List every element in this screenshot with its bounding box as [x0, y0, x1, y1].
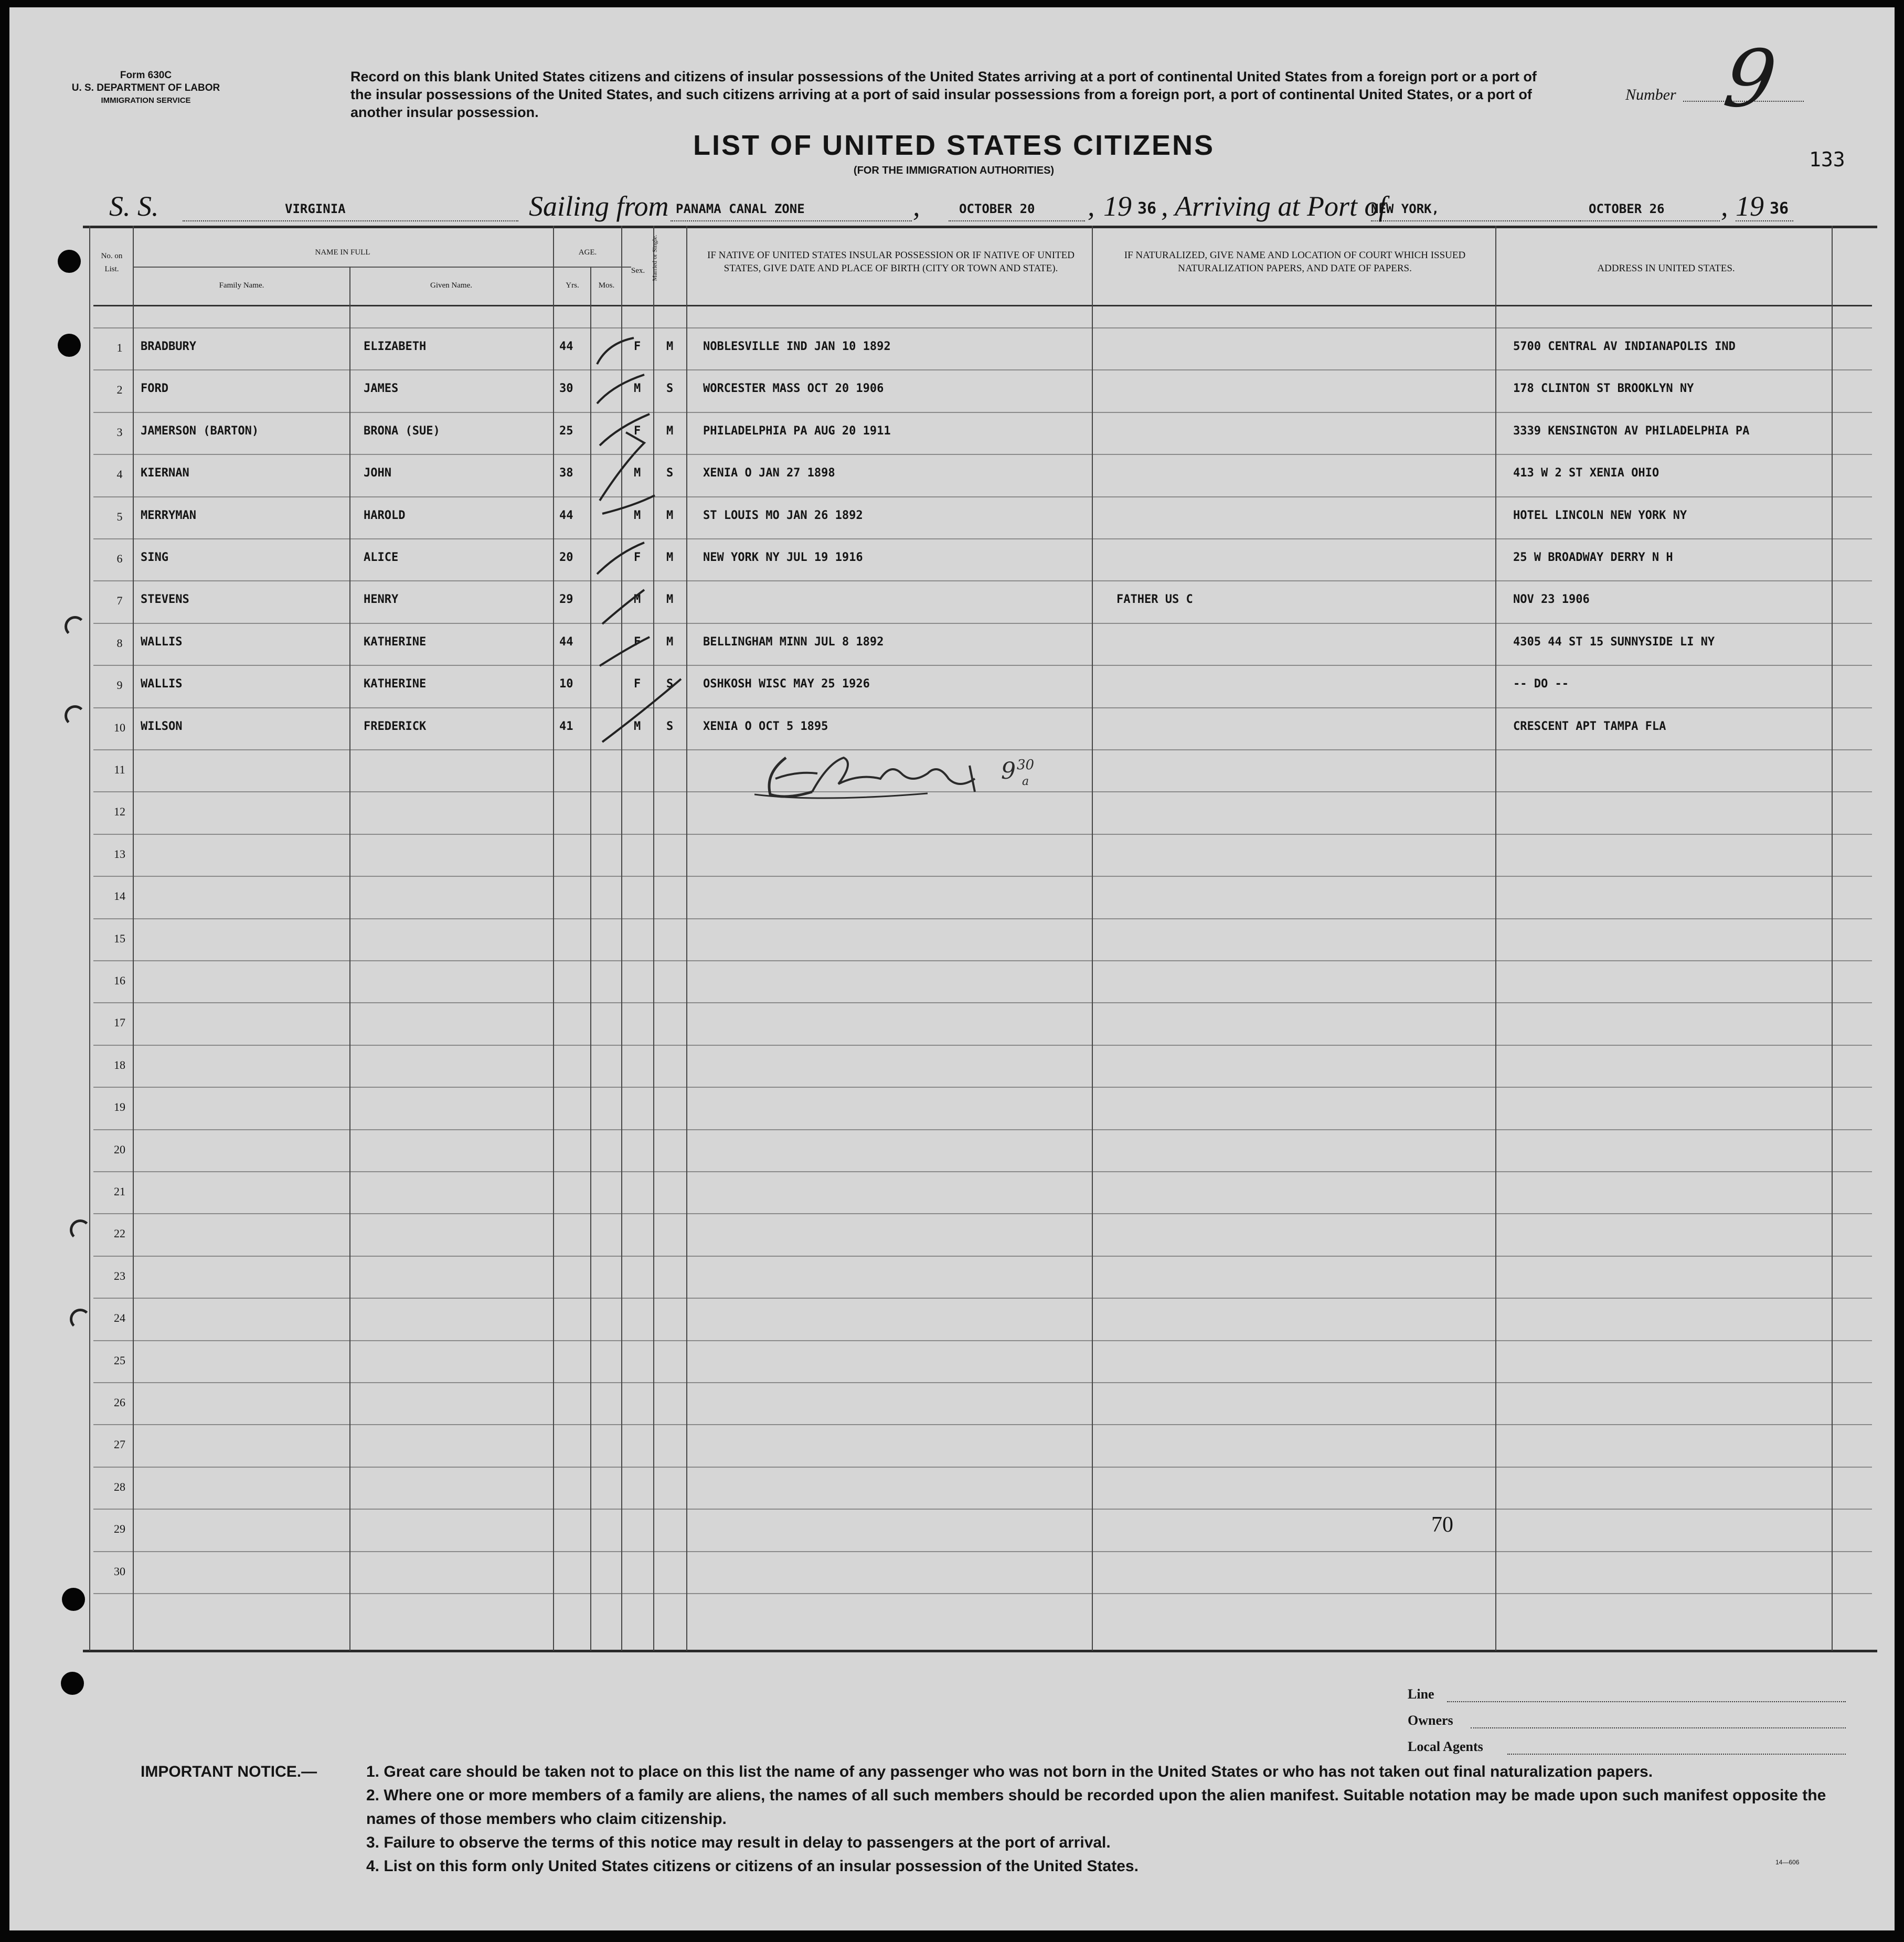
row-rule — [93, 1002, 1872, 1003]
row-rule — [93, 1509, 1872, 1510]
us-address: 4305 44 ST 15 SUNNYSIDE LI NY — [1513, 635, 1715, 649]
ss-label: S. S. — [109, 190, 159, 222]
sex: F — [634, 677, 641, 691]
header-subrule — [133, 267, 631, 268]
line-label: Line — [1408, 1686, 1434, 1702]
row-rule — [93, 1551, 1872, 1552]
row-rule — [93, 454, 1872, 455]
row-number: 25 — [114, 1354, 125, 1367]
row-number: 17 — [114, 1016, 125, 1029]
col-header-family-name: Family Name. — [219, 281, 264, 290]
local-agents-underline — [1507, 1754, 1846, 1755]
inspector-signature — [754, 742, 1090, 810]
col-header-birth: IF NATIVE OF UNITED STATES INSULAR POSSESSION OR IF NATIVE OF UNITED STATES, GIVE DATE AND PLACE OF BIRTH (CITY OR TOWN AND STATE). — [707, 250, 1075, 274]
marital-status: S — [666, 466, 674, 480]
row-rule — [93, 1256, 1872, 1257]
family-name: JAMERSON (BARTON) — [141, 425, 259, 438]
row-number: 13 — [114, 847, 125, 861]
row-rule — [93, 707, 1872, 708]
row-rule — [93, 412, 1872, 413]
age-years: 44 — [559, 509, 573, 522]
given-name: JAMES — [364, 382, 399, 395]
row-number: 18 — [114, 1058, 125, 1071]
col-divider — [1832, 226, 1833, 1651]
family-name: FORD — [141, 382, 168, 395]
sex: M — [634, 466, 641, 480]
col-header-sex: Sex. — [631, 267, 645, 275]
row-number: 5 — [116, 510, 123, 523]
arriving-label: , Arriving at Port of — [1161, 190, 1387, 222]
row-rule — [93, 1087, 1872, 1088]
row-number: 19 — [114, 1100, 125, 1113]
svg-text:30: 30 — [1017, 757, 1035, 773]
record-instructions: Record on this blank United States citizens and citizens of insular possessions of the United States arriving at a port of continental United States from a foreign port or a port of the insular possessions of the United States, and such citizens arriving at a port of said insular possessions from a foreign port, a port of continental United States, or a port of another insular possession. — [350, 69, 1537, 120]
row-rule — [93, 1467, 1872, 1468]
sex: M — [634, 509, 641, 522]
binder-hole — [62, 1588, 85, 1611]
col-header-mos: Mos. — [598, 281, 615, 290]
col-header-married-single: Married or Single. — [651, 235, 658, 281]
row-rule — [93, 580, 1872, 581]
row-number: 4 — [116, 468, 123, 481]
age-years: 29 — [559, 593, 573, 606]
row-rule — [93, 623, 1872, 624]
binder-hole — [65, 616, 86, 637]
naturalization-info: FATHER US C — [1116, 593, 1193, 606]
manifest-sheet: Form 630C U. S. DEPARTMENT OF LABOR IMMIGRATION SERVICE Record on this blank United States citizens and citizens of insular possessions of the United States arriving at a port of continental United States from a foreign port or a port of the insular possessions of the United States, and such citizens arriving at a port of said insular possessions from a foreign port, a port of continental United States, or a port of another insular possession. Number 9 133 LIST OF UNITED STATES CITIZENS (FOR THE IMMIGRATION AUTHORITIES) S. S. VIRGINIA Sailing from PANAMA CANAL ZONE , OCTOBER 20 , 19 36 , Arriving at Port of NEW YORK, OCTOBER 26 , 19 36 No. on List. NAME IN FULL Family Name. Given Name. AGE. Yrs. Mos. Sex. Married or Single. IF NATIVE OF UNITED STATES INSULAR POSSESSION OR IF NATIVE OF UNITED STATES, GIVE DATE AND PLACE OF BIRTH (CITY OR TOWN AND STATE). IF NATURALIZED, GIVE NAME AND LOCATION OF COURT WHICH ISSUED NATURALIZATION PAPERS, AND DATE OF PAPERS. ADDRESS IN UNITED STATES. 1 2 3 4 5 6 7 8 9 10 11 12 13 14 15 16 17 18 19 20 21 22 23 24 25 26 27 28 29 30 BRADBURY ELIZABETH 44 F M NOBLESVILLE IND JAN 10 1892 5700 CENTRAL AV INDIANAPOLIS IND FORD JAMES 30 M S WORCESTER MASS OCT 20 1906 178 CLINTON ST BROOKLYN NY JAMERSON (BARTON) BRONA (SUE) 25 F M PHILADELPHIA PA AUG 20 1911 3339 KENSINGTON AV PHILADELPHIA PA KIERNAN JOHN 38 M S XENIA O JAN 27 1898 413 W 2 ST XENIA OHIO MERRYMAN HAROLD 44 M M ST LOUIS MO JAN 26 1892 HOTEL LINCOLN NEW YORK NY SING ALICE 20 F M NEW YORK NY JUL 19 1916 25 W BROADWAY DERRY N H STEVENS HENRY 29 M M FATHER US C NOV 23 1906 WALLIS KATHERINE 44 F M BELLINGHAM MINN JUL 8 1892 4305 44 ST 15 SUNNYSIDE LI NY WALLIS KATHERINE 10 F S OSHKOSH WISC MAY 25 1926 -- DO -- WILSON FREDERICK 41 M S XENIA O OCT 5 1895 CRESCENT APT TAMPA FLA 9 30 a 70 Line Owners Local Agents IMPORTANT NOTICE.— 1. Great care should be taken not to place on this list the name of any passenger who was not born in the United States or who has not taken out final naturalization papers. 2. Where one or more members of a family are aliens, the names of all such members should be recorded upon the alien manifest. Suitable notation may be made upon such manifest opposite the names of those members who claim citizenship. 3. Failure to observe the terms of this notice may result in delay to passengers at the port of arrival. 4. List on this form only United States citizens or citizens of an insular possession of the United States. 14—606 — [9, 7, 1895, 1930]
col-header-address: ADDRESS IN UNITED STATES. — [1597, 263, 1735, 274]
binder-hole — [58, 334, 81, 357]
form-number: Form 630C — [120, 70, 172, 81]
marital-status: M — [666, 340, 674, 353]
row-number: 21 — [114, 1185, 125, 1198]
sailing-from-label: Sailing from — [529, 190, 669, 222]
row-number: 8 — [116, 636, 123, 650]
svg-text:9: 9 — [1001, 758, 1016, 784]
row-rule — [93, 1129, 1872, 1130]
birth-place-date: XENIA O JAN 27 1898 — [703, 466, 835, 480]
arrive-year-suffix: 36 — [1770, 199, 1789, 218]
birth-place-date: ST LOUIS MO JAN 26 1892 — [703, 509, 863, 522]
given-name: HENRY — [364, 593, 399, 606]
row-number: 12 — [114, 805, 125, 818]
footer-code: 14—606 — [1775, 1859, 1800, 1866]
row-rule — [93, 327, 1872, 328]
row-rule — [93, 1382, 1872, 1383]
us-address: -- DO -- — [1513, 677, 1569, 691]
ship-underline — [183, 220, 518, 221]
sex: F — [634, 425, 641, 438]
birth-place-date: PHILADELPHIA PA AUG 20 1911 — [703, 425, 891, 438]
age-years: 44 — [559, 635, 573, 649]
line-underline — [1447, 1701, 1846, 1702]
marital-status: M — [666, 593, 674, 606]
age-years: 30 — [559, 382, 573, 395]
given-name: ALICE — [364, 551, 399, 564]
col-header-naturalized: IF NATURALIZED, GIVE NAME AND LOCATION OF COURT WHICH ISSUED NATURALIZATION PAPERS, AND DATE OF PAPERS. — [1124, 250, 1466, 274]
arrival-port: NEW YORK, — [1371, 201, 1440, 216]
depart-year-suffix: 36 — [1137, 199, 1157, 218]
birth-place-date: WORCESTER MASS OCT 20 1906 — [703, 382, 884, 395]
local-agents-label: Local Agents — [1408, 1739, 1483, 1754]
page-title: LIST OF UNITED STATES CITIZENS — [693, 130, 1215, 161]
age-years: 41 — [559, 720, 573, 733]
col-header-name-in-full: NAME IN FULL — [315, 248, 370, 257]
given-name: JOHN — [364, 466, 391, 480]
row-rule — [93, 918, 1872, 919]
col-divider — [89, 226, 90, 1651]
col-divider — [1495, 226, 1496, 1651]
row-number: 29 — [114, 1522, 125, 1535]
arrive-date-underline — [1578, 220, 1720, 221]
page-number: 133 — [1809, 148, 1845, 171]
row-number: 27 — [114, 1438, 125, 1451]
row-number: 23 — [114, 1269, 125, 1282]
page-subtitle: (FOR THE IMMIGRATION AUTHORITIES) — [853, 165, 1055, 176]
department-name: U. S. DEPARTMENT OF LABOR — [71, 82, 220, 93]
age-years: 20 — [559, 551, 573, 564]
marital-status: M — [666, 635, 674, 649]
check-marks — [587, 322, 733, 752]
family-name: BRADBURY — [141, 340, 196, 353]
col-header-age: AGE. — [578, 248, 597, 257]
sex: F — [634, 551, 641, 564]
row-rule — [93, 665, 1872, 666]
row-number: 11 — [114, 763, 125, 776]
row-number: 20 — [114, 1143, 125, 1156]
from-port-underline — [671, 220, 912, 221]
col-divider — [1092, 226, 1093, 1651]
sex: F — [634, 635, 641, 649]
given-name: HAROLD — [364, 509, 406, 522]
row-rule — [93, 1298, 1872, 1299]
birth-place-date: NEW YORK NY JUL 19 1916 — [703, 551, 863, 564]
notice-item: 2. Where one or more members of a family are aliens, the names of all such members should be recorded upon the alien manifest. Suitable notation may be made upon such manifest opposite the names of those members who claim citizenship. — [366, 1787, 1826, 1828]
us-address: 3339 KENSINGTON AV PHILADELPHIA PA — [1513, 425, 1750, 438]
arrive-year-prefix: 19 — [1736, 190, 1764, 222]
family-name: WALLIS — [141, 635, 183, 649]
row-number: 6 — [116, 552, 123, 565]
age-years: 38 — [559, 466, 573, 480]
given-name: BRONA (SUE) — [364, 425, 440, 438]
owners-label: Owners — [1408, 1713, 1453, 1728]
row-number: 9 — [116, 678, 123, 692]
row-number: 22 — [114, 1227, 125, 1240]
row-rule — [93, 1213, 1872, 1214]
us-address: HOTEL LINCOLN NEW YORK NY — [1513, 509, 1687, 522]
notice-item: 3. Failure to observe the terms of this notice may result in delay to passengers at the port of arrival. — [366, 1834, 1111, 1851]
row-rule — [93, 876, 1872, 877]
row-number: 2 — [116, 383, 123, 396]
notice-title: IMPORTANT NOTICE.— — [141, 1763, 317, 1780]
us-address: 25 W BROADWAY DERRY N H — [1513, 551, 1673, 564]
notice-item: 1. Great care should be taken not to place on this list the name of any passenger who was not born in the United States or who has not taken out final naturalization papers. — [366, 1763, 1653, 1780]
family-name: WILSON — [141, 720, 183, 733]
row-number: 15 — [114, 932, 125, 945]
row-number: 30 — [114, 1565, 125, 1578]
depart-year-prefix: 19 — [1103, 190, 1132, 222]
table-bottom-rule — [83, 1650, 1877, 1652]
from-port: PANAMA CANAL ZONE — [676, 201, 805, 216]
birth-place-date: NOBLESVILLE IND JAN 10 1892 — [703, 340, 891, 353]
row-number: 28 — [114, 1480, 125, 1493]
us-address: NOV 23 1906 — [1513, 593, 1590, 606]
arrival-port-underline — [1371, 220, 1581, 221]
table-top-rule — [83, 226, 1877, 228]
row-number: 24 — [114, 1311, 125, 1324]
row-number: 1 — [116, 341, 123, 354]
us-address: 178 CLINTON ST BROOKLYN NY — [1513, 382, 1694, 395]
given-name: KATHERINE — [364, 677, 427, 691]
depart-date: OCTOBER 20 — [959, 201, 1035, 216]
given-name: ELIZABETH — [364, 340, 427, 353]
row-rule — [93, 1340, 1872, 1341]
service-name: IMMIGRATION SERVICE — [101, 96, 191, 105]
sex: M — [634, 593, 641, 606]
family-name: MERRYMAN — [141, 509, 196, 522]
age-years: 10 — [559, 677, 573, 691]
row-rule — [93, 1424, 1872, 1425]
family-name: KIERNAN — [141, 466, 189, 480]
sex: F — [634, 340, 641, 353]
sex: M — [634, 720, 641, 733]
family-name: WALLIS — [141, 677, 183, 691]
col-divider — [349, 267, 350, 1651]
marital-status: M — [666, 551, 674, 564]
family-name: SING — [141, 551, 168, 564]
row-rule — [93, 1045, 1872, 1046]
col-divider — [553, 226, 554, 1651]
given-name: FREDERICK — [364, 720, 427, 733]
sex: M — [634, 382, 641, 395]
marital-status: S — [666, 677, 674, 691]
row-number: 14 — [114, 889, 125, 903]
list-number: 9 — [1718, 34, 1782, 125]
row-rule — [93, 1171, 1872, 1172]
us-address: 5700 CENTRAL AV INDIANAPOLIS IND — [1513, 340, 1736, 353]
owners-underline — [1471, 1727, 1846, 1728]
row-rule — [93, 369, 1872, 370]
us-address: CRESCENT APT TAMPA FLA — [1513, 720, 1666, 733]
stamp-number: 70 — [1431, 1513, 1453, 1537]
birth-place-date: BELLINGHAM MINN JUL 8 1892 — [703, 635, 884, 649]
given-name: KATHERINE — [364, 635, 427, 649]
binder-hole — [61, 1672, 84, 1695]
col-header-yrs: Yrs. — [566, 281, 579, 290]
age-years: 25 — [559, 425, 573, 438]
binder-hole — [58, 250, 81, 273]
col-header-given-name: Given Name. — [430, 281, 472, 290]
notice-item: 4. List on this form only United States citizens or citizens of an insular possession of the United States. — [366, 1858, 1139, 1875]
row-number: 3 — [116, 426, 123, 439]
row-number: 16 — [114, 974, 125, 987]
number-label: Number — [1625, 86, 1676, 103]
row-rule — [93, 538, 1872, 539]
row-number: 10 — [114, 721, 125, 734]
row-rule — [93, 496, 1872, 497]
marital-status: M — [666, 425, 674, 438]
row-rule — [93, 960, 1872, 961]
arrive-date: OCTOBER 26 — [1589, 201, 1665, 216]
family-name: STEVENS — [141, 593, 189, 606]
row-number: 26 — [114, 1396, 125, 1409]
birth-place-date: XENIA O OCT 5 1895 — [703, 720, 828, 733]
col-header-no: No. on List. — [101, 252, 123, 273]
binder-hole — [65, 705, 86, 726]
marital-status: S — [666, 382, 674, 395]
age-years: 44 — [559, 340, 573, 353]
binder-hole — [70, 1219, 91, 1240]
row-rule — [93, 1593, 1872, 1594]
depart-date-underline — [949, 220, 1085, 221]
row-rule — [93, 834, 1872, 835]
header-bottom-rule — [93, 305, 1872, 306]
marital-status: S — [666, 720, 674, 733]
binder-hole — [70, 1309, 91, 1330]
us-address: 413 W 2 ST XENIA OHIO — [1513, 466, 1660, 480]
form-identifier — [67, 69, 225, 107]
birth-place-date: OSHKOSH WISC MAY 25 1926 — [703, 677, 870, 691]
svg-text:a: a — [1022, 775, 1029, 788]
row-number: 7 — [116, 594, 123, 607]
marital-status: M — [666, 509, 674, 522]
ship-name: VIRGINIA — [285, 201, 346, 216]
